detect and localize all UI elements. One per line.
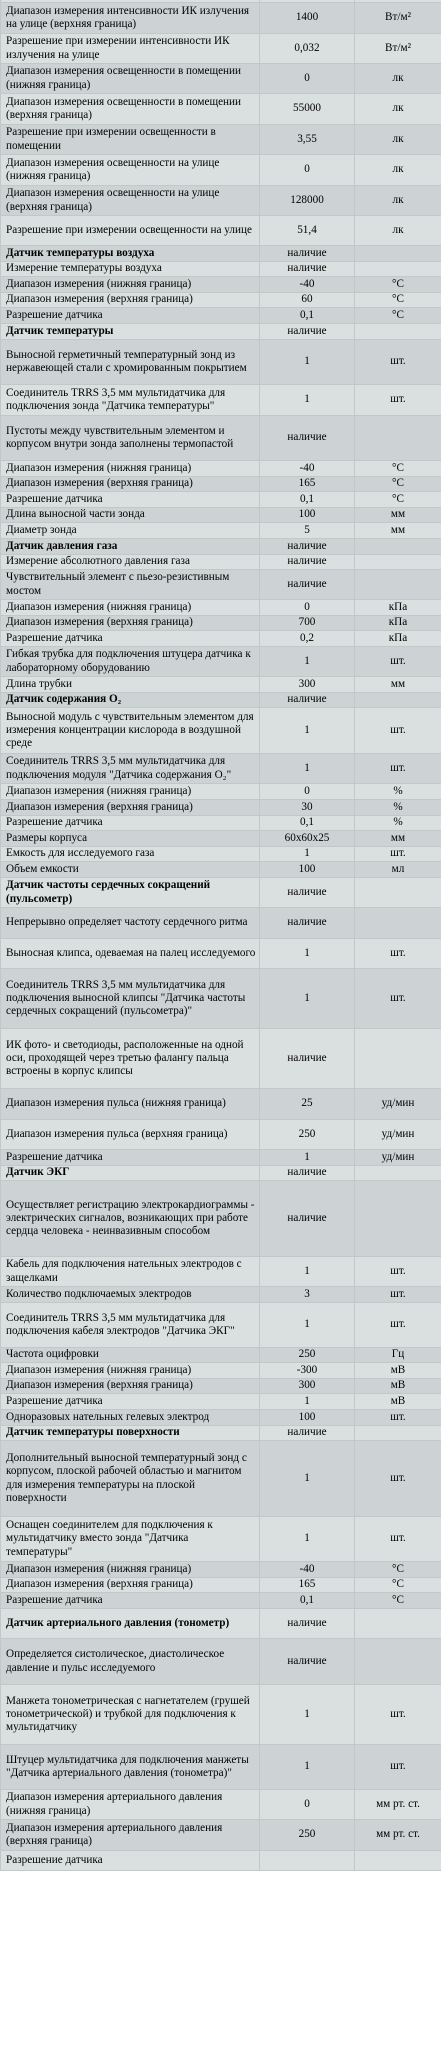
value-cell (260, 1851, 355, 1871)
table-row (1, 862, 441, 878)
unit-cell: шт. (355, 1410, 441, 1426)
value-cell: 3 (260, 1287, 355, 1303)
value-cell: 0,032 (260, 34, 355, 64)
value-cell: 250 (260, 1348, 355, 1363)
value-cell: 700 (260, 616, 355, 631)
parameter-cell: Манжета тонометрическая с нагнетателем (грушей тонометрической) и трубкой для подключения к мультидатчику (1, 1685, 260, 1745)
table-row (1, 708, 441, 754)
parameter-cell: Осуществляет регистрацию электрокардиограммы - электрических сигналов, возникающих при работе сердца человека - неинвазивным способом (1, 1181, 260, 1257)
table-row (1, 600, 441, 616)
parameter-cell: Диапазон измерения освещенности на улице (нижняя граница) (1, 155, 260, 186)
table-row (1, 1851, 441, 1871)
unit-cell: мл (355, 862, 441, 878)
value-cell: -40 (260, 1562, 355, 1578)
unit-cell (355, 908, 441, 939)
value-cell: 300 (260, 677, 355, 693)
table-row (1, 477, 441, 492)
table-row (1, 308, 441, 324)
table-row (1, 1363, 441, 1379)
section-header-row (1, 1426, 441, 1441)
unit-cell: мм рт. ст. (355, 1790, 441, 1820)
table-row (1, 1820, 441, 1851)
table-row (1, 784, 441, 800)
table-row (1, 64, 441, 94)
parameter-cell: Диапазон измерения освещенности в помещении (нижняя граница) (1, 64, 260, 94)
table-row (1, 1410, 441, 1426)
parameter-cell: ИК фото- и светодиоды, расположенные на одной оси, проходящей через третью фалангу пальца встроены в корпус клипсы (1, 1029, 260, 1089)
value-cell: 0 (260, 784, 355, 800)
value-cell: 60x60x25 (260, 831, 355, 847)
value-cell: 25 (260, 1089, 355, 1120)
value-cell: 1 (260, 1303, 355, 1348)
unit-cell: шт. (355, 1303, 441, 1348)
table-row (1, 1517, 441, 1562)
value-cell: 100 (260, 1410, 355, 1426)
value-cell: 1 (260, 1745, 355, 1790)
value-cell: 60 (260, 293, 355, 308)
table-row (1, 800, 441, 816)
table-row (1, 1745, 441, 1790)
parameter-cell: Соединитель TRRS 3,5 мм мультидатчика для подключения выносной клипсы "Датчика частоты сердечных сокращений (пульсометра)" (1, 969, 260, 1029)
unit-cell (355, 262, 441, 277)
table-row (1, 523, 441, 539)
table-row (1, 847, 441, 862)
unit-cell (355, 570, 441, 600)
value-cell: наличие (260, 908, 355, 939)
parameter-cell: Датчик ЭКГ (1, 1166, 260, 1181)
unit-cell: шт. (355, 939, 441, 969)
parameter-cell: Разрешение датчика (1, 816, 260, 831)
unit-cell: мм (355, 831, 441, 847)
parameter-cell: Диаметр зонда (1, 523, 260, 539)
value-cell: наличие (260, 539, 355, 555)
table-row (1, 1562, 441, 1578)
unit-cell: мВ (355, 1379, 441, 1394)
parameter-cell: Диапазон измерения (верхняя граница) (1, 1379, 260, 1394)
section-header-row (1, 246, 441, 262)
value-cell: 1 (260, 847, 355, 862)
table-row (1, 1181, 441, 1257)
parameter-cell: Определяется систолическое, диастолическое давление и пульс исследуемого (1, 1639, 260, 1685)
table-row (1, 1089, 441, 1120)
table-row (1, 1348, 441, 1363)
unit-cell (355, 539, 441, 555)
value-cell: 100 (260, 508, 355, 523)
unit-cell (355, 1426, 441, 1441)
parameter-cell: Разрешение датчика (1, 1593, 260, 1609)
parameter-cell: Выносной модуль с чувствительным элементом для измерения концентрации кислорода в воздушной среде (1, 708, 260, 754)
table-row (1, 277, 441, 293)
value-cell: 1400 (260, 3, 355, 34)
parameter-cell: Диапазон измерения (верхняя граница) (1, 800, 260, 816)
parameter-cell: Длина трубки (1, 677, 260, 693)
unit-cell: лк (355, 125, 441, 155)
unit-cell: % (355, 816, 441, 831)
unit-cell: мВ (355, 1363, 441, 1379)
parameter-cell: Размеры корпуса (1, 831, 260, 847)
unit-cell: шт. (355, 708, 441, 754)
parameter-cell: Разрешение датчика (1, 1150, 260, 1166)
parameter-cell: Датчик артериального давления (тонометр) (1, 1609, 260, 1639)
parameter-cell: Соединитель TRRS 3,5 мм мультидатчика для подключения кабеля электродов "Датчика ЭКГ" (1, 1303, 260, 1348)
unit-cell: шт. (355, 385, 441, 416)
value-cell: 0 (260, 64, 355, 94)
parameter-cell: Разрешение датчика (1, 1851, 260, 1871)
parameter-cell: Пустоты между чувствительным элементом и корпусом внутри зонда заполнены термопастой (1, 416, 260, 461)
section-header-row (1, 324, 441, 340)
value-cell: -300 (260, 1363, 355, 1379)
unit-cell: °С (355, 1578, 441, 1593)
value-cell: наличие (260, 1609, 355, 1639)
parameter-cell: Датчик температуры (1, 324, 260, 340)
value-cell: 5 (260, 523, 355, 539)
parameter-cell: Диапазон измерения (верхняя граница) (1, 616, 260, 631)
parameter-cell: Частота оцифровки (1, 1348, 260, 1363)
table-row (1, 1578, 441, 1593)
parameter-cell: Диапазон измерения (нижняя граница) (1, 277, 260, 293)
parameter-cell: Диапазон измерения пульса (верхняя граница) (1, 1120, 260, 1150)
table-row (1, 1257, 441, 1287)
unit-cell: Вт/м² (355, 3, 441, 34)
unit-cell: лк (355, 186, 441, 216)
table-row (1, 186, 441, 216)
table-row (1, 969, 441, 1029)
unit-cell (355, 1166, 441, 1181)
unit-cell: мм (355, 677, 441, 693)
section-header-row (1, 693, 441, 708)
unit-cell: Гц (355, 1348, 441, 1363)
table-row (1, 754, 441, 784)
value-cell: 1 (260, 1517, 355, 1562)
unit-cell (355, 416, 441, 461)
unit-cell: °С (355, 308, 441, 324)
table-row (1, 1394, 441, 1410)
table-row (1, 939, 441, 969)
value-cell: 3,55 (260, 125, 355, 155)
unit-cell (355, 555, 441, 570)
table-row (1, 1593, 441, 1609)
parameter-cell: Измерение абсолютного давления газа (1, 555, 260, 570)
section-header-row (1, 1166, 441, 1181)
parameter-cell: Гибкая трубка для подключения штуцера датчика к лабораторному оборудованию (1, 647, 260, 677)
table-row (1, 1029, 441, 1089)
value-cell: 30 (260, 800, 355, 816)
unit-cell (355, 324, 441, 340)
parameter-cell: Длина выносной части зонда (1, 508, 260, 523)
table-row (1, 677, 441, 693)
parameter-cell: Штуцер мультидатчика для подключения манжеты "Датчика артериального давления (тонометра)" (1, 1745, 260, 1790)
unit-cell: мм (355, 523, 441, 539)
unit-cell: лк (355, 155, 441, 186)
parameter-cell: Диапазон измерения (верхняя граница) (1, 1578, 260, 1593)
table-row (1, 616, 441, 631)
parameter-cell: Соединитель TRRS 3,5 мм мультидатчика для подключения модуля "Датчика содержания O₂" (1, 754, 260, 784)
parameter-cell: Объем емкости (1, 862, 260, 878)
unit-cell: Вт/м² (355, 34, 441, 64)
table-row (1, 1287, 441, 1303)
parameter-cell: Разрешение датчика (1, 492, 260, 508)
table-row (1, 908, 441, 939)
unit-cell: шт. (355, 1685, 441, 1745)
table-row (1, 831, 441, 847)
value-cell: наличие (260, 1029, 355, 1089)
table-row (1, 555, 441, 570)
parameter-cell: Датчик содержания O₂ (1, 693, 260, 708)
unit-cell (355, 878, 441, 908)
unit-cell: шт. (355, 1287, 441, 1303)
table-row (1, 262, 441, 277)
parameter-cell: Разрешение датчика (1, 308, 260, 324)
value-cell: наличие (260, 262, 355, 277)
value-cell: 0 (260, 600, 355, 616)
parameter-cell: Соединитель TRRS 3,5 мм мультидатчика для подключения зонда "Датчика температуры" (1, 385, 260, 416)
unit-cell: шт. (355, 754, 441, 784)
table-row (1, 3, 441, 34)
table-row (1, 461, 441, 477)
table-row (1, 416, 441, 461)
parameter-cell: Одноразовых нательных гелевых электрод (1, 1410, 260, 1426)
parameter-cell: Диапазон измерения (нижняя граница) (1, 784, 260, 800)
table-row (1, 1379, 441, 1394)
parameter-cell: Разрешение датчика (1, 1394, 260, 1410)
unit-cell: шт. (355, 969, 441, 1029)
unit-cell: шт. (355, 847, 441, 862)
table-row (1, 1120, 441, 1150)
value-cell: наличие (260, 878, 355, 908)
parameter-cell: Оснащен соединителем для подключения к мультидатчику вместо зонда "Датчика температуры" (1, 1517, 260, 1562)
value-cell: -40 (260, 277, 355, 293)
unit-cell: °С (355, 461, 441, 477)
unit-cell: кПа (355, 600, 441, 616)
unit-cell (355, 1181, 441, 1257)
value-cell: наличие (260, 570, 355, 600)
table-row (1, 216, 441, 246)
value-cell: 0,1 (260, 492, 355, 508)
parameter-cell: Датчик частоты сердечных сокращений (пульсометр) (1, 878, 260, 908)
unit-cell: °С (355, 277, 441, 293)
spec-table-body (1, 0, 441, 1871)
parameter-cell: Диапазон измерения (нижняя граница) (1, 600, 260, 616)
unit-cell: мВ (355, 1394, 441, 1410)
value-cell: 1 (260, 969, 355, 1029)
unit-cell: °С (355, 477, 441, 492)
value-cell: 1 (260, 1257, 355, 1287)
parameter-cell: Разрешение датчика (1, 631, 260, 647)
value-cell: 1 (260, 939, 355, 969)
unit-cell: кПа (355, 631, 441, 647)
value-cell: наличие (260, 1181, 355, 1257)
unit-cell: шт. (355, 647, 441, 677)
table-row (1, 1685, 441, 1745)
unit-cell: мм (355, 508, 441, 523)
value-cell: наличие (260, 246, 355, 262)
value-cell: 1 (260, 1150, 355, 1166)
unit-cell: шт. (355, 340, 441, 385)
unit-cell: шт. (355, 1745, 441, 1790)
table-row (1, 34, 441, 64)
parameter-cell: Разрешение при измерении освещенности на улице (1, 216, 260, 246)
value-cell: -40 (260, 461, 355, 477)
value-cell: 128000 (260, 186, 355, 216)
value-cell: 55000 (260, 94, 355, 125)
section-header-row (1, 539, 441, 555)
value-cell: наличие (260, 555, 355, 570)
unit-cell: % (355, 784, 441, 800)
value-cell: 0,2 (260, 631, 355, 647)
parameter-cell: Диапазон измерения (нижняя граница) (1, 1363, 260, 1379)
unit-cell: % (355, 800, 441, 816)
value-cell: 1 (260, 1394, 355, 1410)
table-row (1, 647, 441, 677)
parameter-cell: Выносной герметичный температурный зонд из нержавеющей стали с хромированным покрытием (1, 340, 260, 385)
section-header-row (1, 878, 441, 908)
table-row (1, 492, 441, 508)
unit-cell: уд/мин (355, 1150, 441, 1166)
value-cell: 1 (260, 1685, 355, 1745)
unit-cell (355, 1851, 441, 1871)
parameter-cell: Разрешение при измерении освещенности в помещении (1, 125, 260, 155)
table-row (1, 816, 441, 831)
table-row (1, 94, 441, 125)
value-cell: 1 (260, 1441, 355, 1517)
unit-cell: °С (355, 293, 441, 308)
unit-cell: шт. (355, 1517, 441, 1562)
unit-cell: °С (355, 1593, 441, 1609)
value-cell: 1 (260, 647, 355, 677)
table-row (1, 508, 441, 523)
table-row (1, 1790, 441, 1820)
section-header-row (1, 1609, 441, 1639)
unit-cell: °С (355, 492, 441, 508)
unit-cell: лк (355, 94, 441, 125)
table-row (1, 125, 441, 155)
value-cell: 250 (260, 1820, 355, 1851)
table-row (1, 340, 441, 385)
value-cell: 51,4 (260, 216, 355, 246)
parameter-cell: Датчик температуры поверхности (1, 1426, 260, 1441)
table-row (1, 1441, 441, 1517)
value-cell: 250 (260, 1120, 355, 1150)
parameter-cell: Непрерывно определяет частоту сердечного ритма (1, 908, 260, 939)
value-cell: наличие (260, 1166, 355, 1181)
parameter-cell: Дополнительный выносной температурный зонд с корпусом, плоской рабочей областью и магнитом для измерения температуры на плоской поверхности (1, 1441, 260, 1517)
parameter-cell: Диапазон измерения артериального давления (нижняя граница) (1, 1790, 260, 1820)
value-cell: 0,1 (260, 816, 355, 831)
unit-cell: кПа (355, 616, 441, 631)
parameter-cell: Диапазон измерения артериального давления (верхняя граница) (1, 1820, 260, 1851)
value-cell: 1 (260, 340, 355, 385)
parameter-cell: Диапазон измерения (нижняя граница) (1, 461, 260, 477)
value-cell: 0 (260, 1790, 355, 1820)
table-row (1, 631, 441, 647)
parameter-cell: Измерение температуры воздуха (1, 262, 260, 277)
unit-cell (355, 693, 441, 708)
unit-cell: °С (355, 1562, 441, 1578)
value-cell: наличие (260, 324, 355, 340)
value-cell: 165 (260, 477, 355, 492)
parameter-cell: Диапазон измерения (верхняя граница) (1, 477, 260, 492)
table-row (1, 155, 441, 186)
parameter-cell: Диапазон измерения пульса (нижняя граница) (1, 1089, 260, 1120)
value-cell: 1 (260, 708, 355, 754)
unit-cell (355, 1639, 441, 1685)
parameter-cell: Выносная клипса, одеваемая на палец исследуемого (1, 939, 260, 969)
parameter-cell: Емкость для исследуемого газа (1, 847, 260, 862)
unit-cell (355, 246, 441, 262)
unit-cell: уд/мин (355, 1089, 441, 1120)
parameter-cell: Диапазон измерения (верхняя граница) (1, 293, 260, 308)
value-cell: наличие (260, 693, 355, 708)
parameter-cell: Чувствительный элемент с пьезо-резистивным мостом (1, 570, 260, 600)
parameter-cell: Кабель для подключения нательных электродов с защелками (1, 1257, 260, 1287)
value-cell: 1 (260, 385, 355, 416)
parameter-cell: Диапазон измерения интенсивности ИК излучения на улице (верхняя граница) (1, 3, 260, 34)
unit-cell (355, 1609, 441, 1639)
value-cell: 0 (260, 155, 355, 186)
table-row (1, 1639, 441, 1685)
unit-cell: лк (355, 64, 441, 94)
unit-cell: лк (355, 216, 441, 246)
parameter-cell: Разрешение при измерении интенсивности ИК излучения на улице (1, 34, 260, 64)
value-cell: наличие (260, 416, 355, 461)
value-cell: 1 (260, 754, 355, 784)
unit-cell: шт. (355, 1441, 441, 1517)
table-row (1, 1150, 441, 1166)
value-cell: 0,1 (260, 1593, 355, 1609)
unit-cell: уд/мин (355, 1120, 441, 1150)
parameter-cell: Количество подключаемых электродов (1, 1287, 260, 1303)
table-row (1, 570, 441, 600)
value-cell: наличие (260, 1639, 355, 1685)
table-row (1, 293, 441, 308)
value-cell: 300 (260, 1379, 355, 1394)
parameter-cell: Датчик давления газа (1, 539, 260, 555)
table-row (1, 1303, 441, 1348)
parameter-cell: Диапазон измерения освещенности в помещении (верхняя граница) (1, 94, 260, 125)
parameter-cell: Диапазон измерения (нижняя граница) (1, 1562, 260, 1578)
unit-cell (355, 1029, 441, 1089)
value-cell: 100 (260, 862, 355, 878)
table-row (1, 385, 441, 416)
value-cell: 0,1 (260, 308, 355, 324)
unit-cell: шт. (355, 1257, 441, 1287)
parameter-cell: Диапазон измерения освещенности на улице (верхняя граница) (1, 186, 260, 216)
unit-cell: мм рт. ст. (355, 1820, 441, 1851)
value-cell: 165 (260, 1578, 355, 1593)
value-cell: наличие (260, 1426, 355, 1441)
parameter-cell: Датчик температуры воздуха (1, 246, 260, 262)
